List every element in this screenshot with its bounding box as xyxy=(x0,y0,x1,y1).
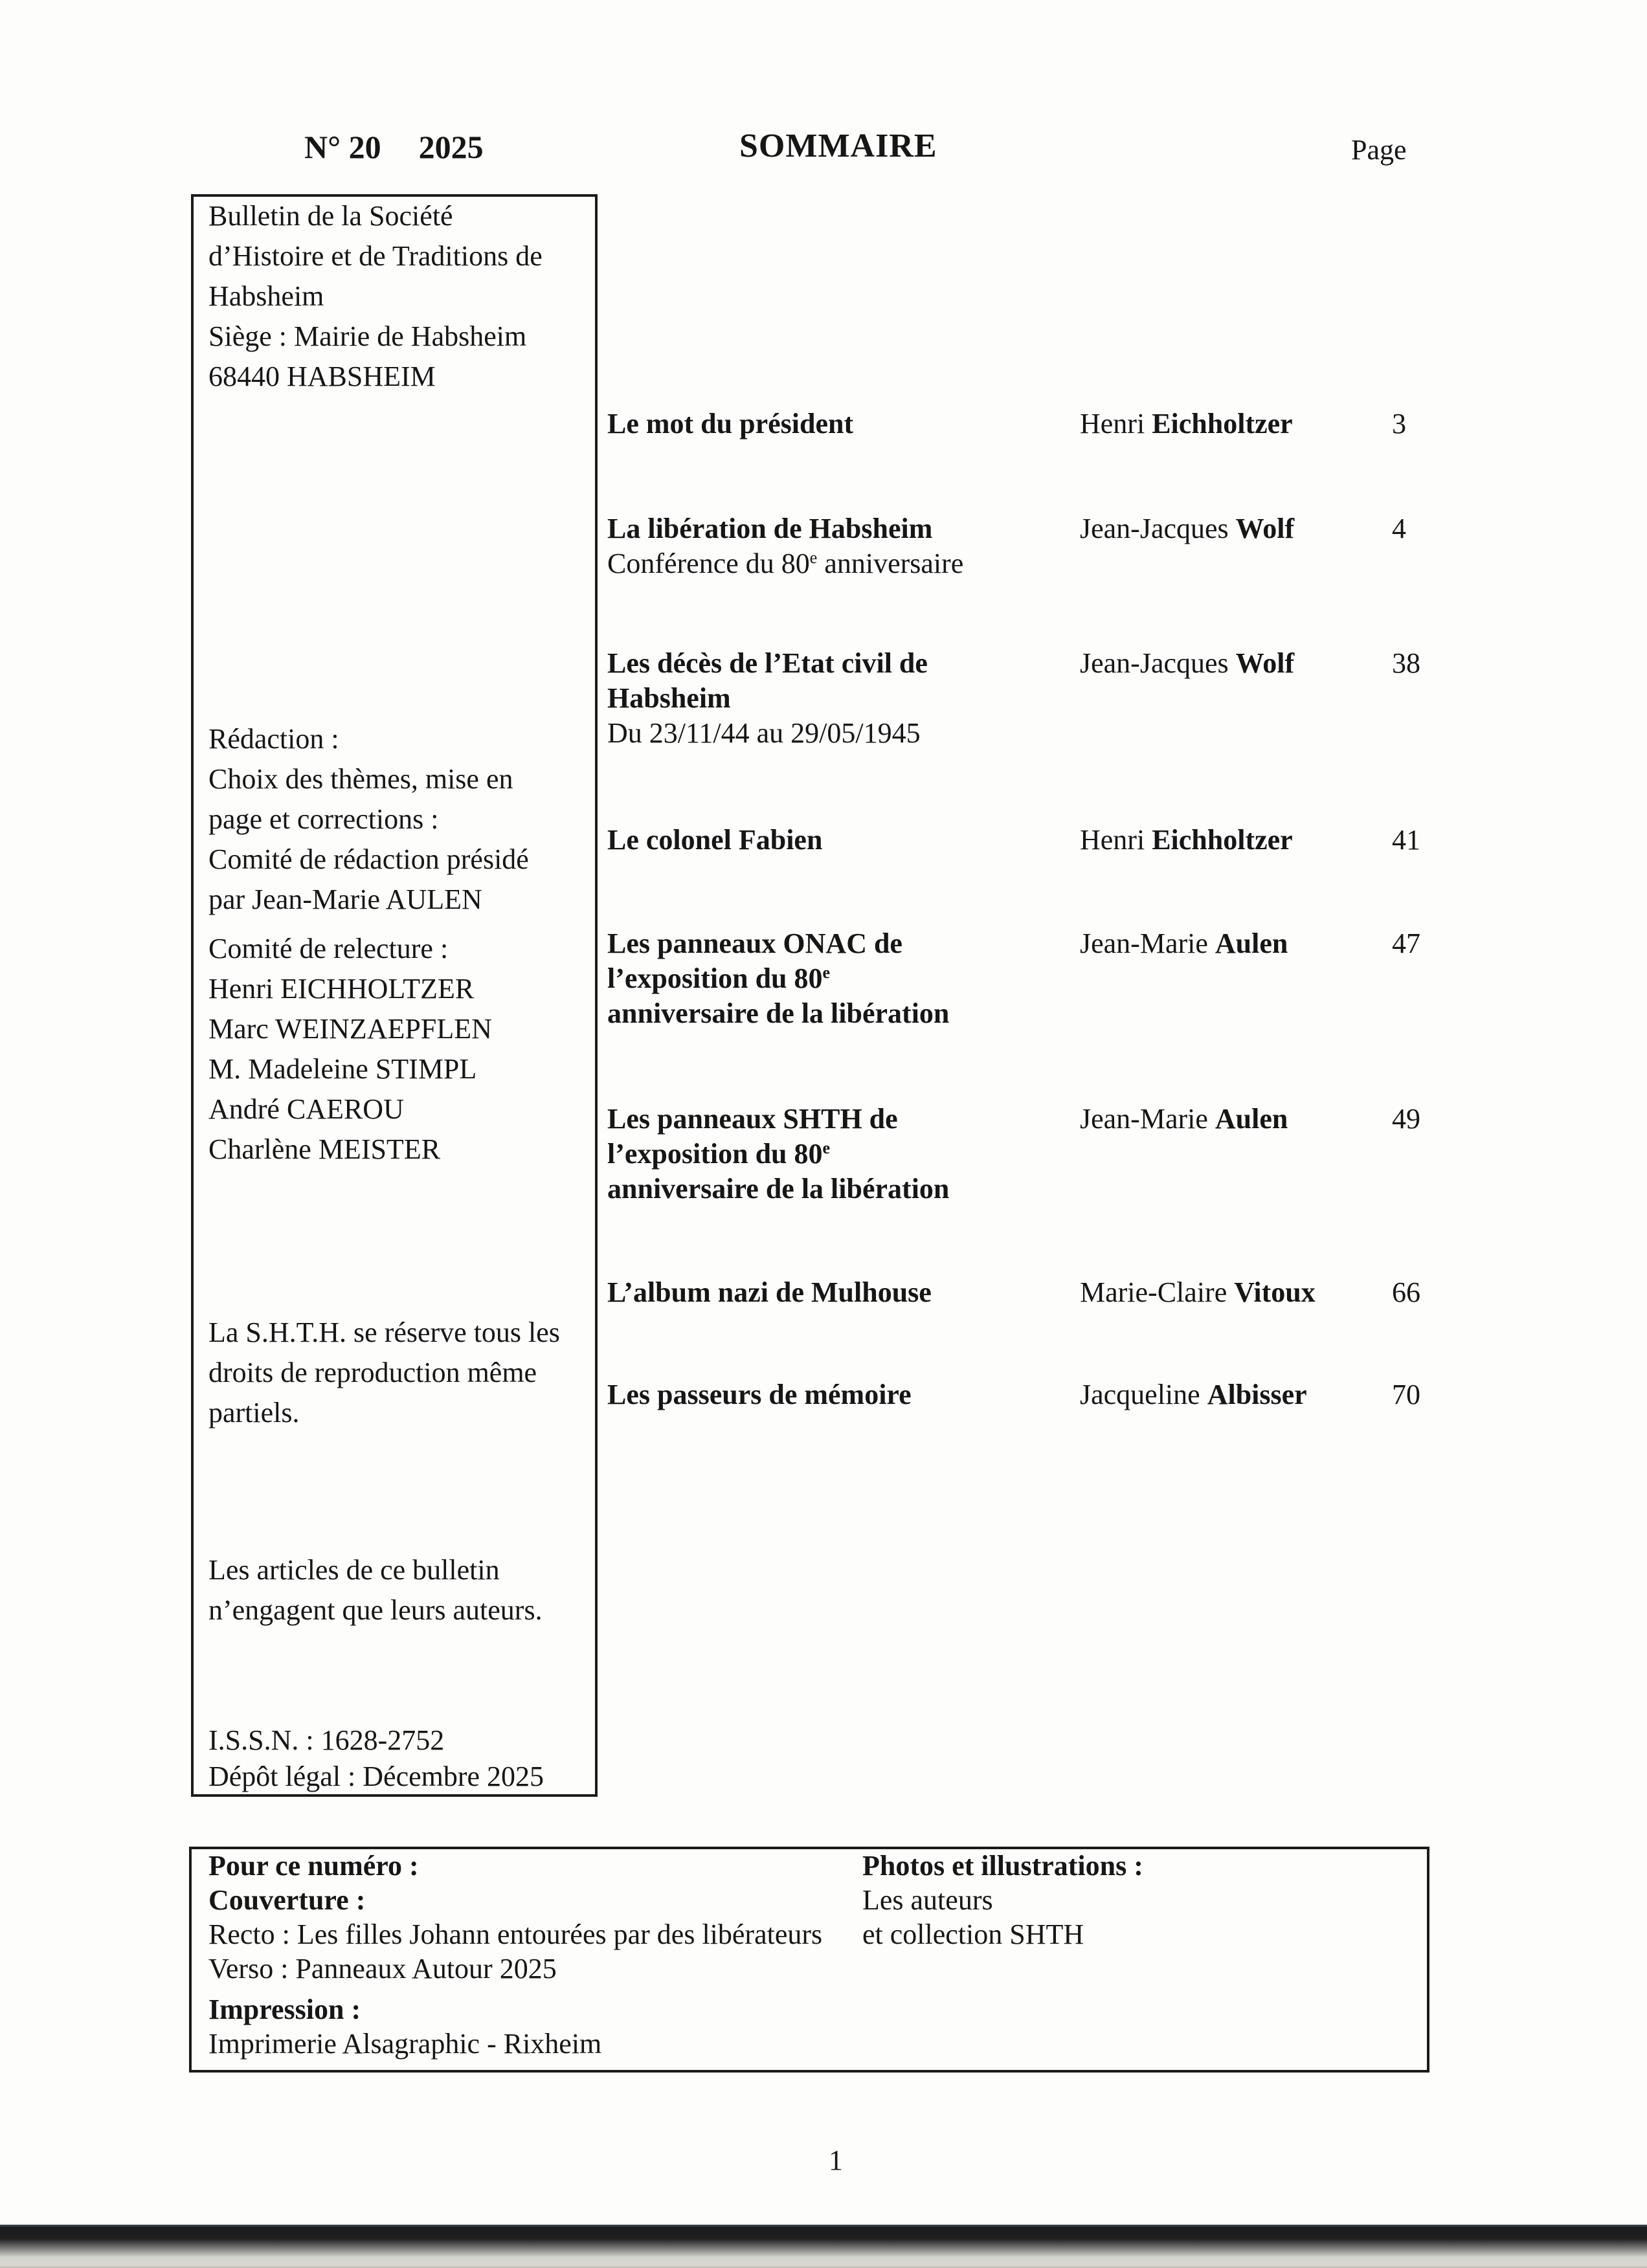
text-line: Photos et illustrations : xyxy=(862,1850,1143,1882)
toc-entry-page-number: 66 xyxy=(1392,1276,1420,1308)
toc-author-surname: Wolf xyxy=(1235,513,1295,544)
toc-title-line: Du 23/11/44 au 29/05/1945 xyxy=(607,717,921,749)
issue-year: 2025 xyxy=(418,129,484,165)
issue-and-year xyxy=(304,128,484,166)
footer-page-number: 1 xyxy=(829,2144,843,2176)
toc-entry-author: Jacqueline Albisser xyxy=(1080,1379,1307,1410)
redaction-block xyxy=(208,719,529,920)
toc-entry-title xyxy=(607,511,963,581)
toc-entry-page-number: 4 xyxy=(1392,513,1406,544)
text-line: Recto : Les filles Johann entourées par des libérateurs xyxy=(208,1918,823,1950)
toc-author-surname: Albisser xyxy=(1207,1379,1307,1410)
toc-entry-title xyxy=(607,1377,912,1412)
text-line: M. Madeleine STIMPL xyxy=(208,1053,477,1085)
text-line: Bulletin de la Société xyxy=(208,200,453,232)
text-line: Les articles de ce bulletin xyxy=(208,1554,500,1586)
reproduction-rights-block xyxy=(208,1313,560,1433)
text-line: Comité de relecture : xyxy=(208,933,449,964)
colophon-cover-block xyxy=(208,1849,822,1986)
text-line: par Jean-Marie AULEN xyxy=(208,884,482,915)
toc-entry-title xyxy=(607,1102,949,1206)
text-line: Habsheim xyxy=(208,280,324,312)
toc-title-line: Les décès de l’Etat civil de xyxy=(607,647,928,679)
toc-title-line: La libération de Habsheim xyxy=(607,513,933,544)
text-line: André CAEROU xyxy=(208,1093,404,1125)
toc-author-surname: Wolf xyxy=(1235,647,1295,679)
toc-entry-title xyxy=(607,406,853,441)
toc-title-line: l’exposition du 80e xyxy=(607,962,831,994)
toc-title-line: Les passeurs de mémoire xyxy=(607,1379,912,1410)
toc-title-line: Les panneaux SHTH de xyxy=(607,1103,898,1135)
toc-entry-page-number: 3 xyxy=(1392,408,1406,439)
toc-title-line: L’album nazi de Mulhouse xyxy=(607,1276,932,1308)
authors-disclaimer-block xyxy=(208,1550,543,1630)
toc-author-surname: Eichholtzer xyxy=(1152,408,1293,439)
toc-author-surname: Aulen xyxy=(1215,928,1288,959)
colophon-impression-block xyxy=(208,1992,601,2061)
toc-title-line: Conférence du 80e anniversaire xyxy=(607,548,964,579)
toc-title-line: Les panneaux ONAC de xyxy=(607,928,902,959)
toc-entry-title xyxy=(607,926,949,1031)
text-line: et collection SHTH xyxy=(862,1918,1084,1950)
text-line: n’engagent que leurs auteurs. xyxy=(208,1594,543,1626)
toc-title-line: l’exposition du 80e xyxy=(607,1138,831,1170)
toc-title-line: anniversaire de la libération xyxy=(607,997,950,1029)
issue-number: N° 20 xyxy=(304,129,381,165)
text-line: Impression : xyxy=(208,1994,361,2025)
society-address-block xyxy=(208,196,543,397)
text-line: Couverture : xyxy=(208,1884,366,1916)
toc-entry-author: Henri Eichholtzer xyxy=(1080,824,1293,856)
text-line: droits de reproduction même xyxy=(208,1357,537,1388)
text-line: Henri EICHHOLTZER xyxy=(208,973,475,1005)
toc-title-line: Le colonel Fabien xyxy=(607,824,823,856)
toc-entry-author: Jean-Marie Aulen xyxy=(1080,928,1288,959)
text-line: page et corrections : xyxy=(208,803,439,835)
toc-entry-title xyxy=(607,823,822,858)
issn-legal-block xyxy=(208,1722,544,1795)
text-line: 68440 HABSHEIM xyxy=(208,361,436,392)
text-line: Dépôt légal : Décembre 2025 xyxy=(208,1761,544,1792)
toc-entry-author: Jean-Marie Aulen xyxy=(1080,1103,1288,1135)
toc-entry-page-number: 47 xyxy=(1392,928,1420,959)
relecture-committee-block xyxy=(208,929,492,1170)
toc-author-surname: Aulen xyxy=(1215,1103,1288,1135)
text-line: I.S.S.N. : 1628-2752 xyxy=(208,1724,445,1756)
text-line: Comité de rédaction présidé xyxy=(208,843,529,875)
toc-title-line: anniversaire de la libération xyxy=(607,1173,950,1205)
toc-entry-page-number: 49 xyxy=(1392,1103,1420,1135)
text-line: Marc WEINZAEPFLEN xyxy=(208,1013,492,1045)
text-line: Pour ce numéro : xyxy=(208,1850,419,1882)
text-line: Imprimerie Alsagraphic - Rixheim xyxy=(208,2028,602,2060)
toc-entry-title xyxy=(607,646,928,751)
toc-title-line: Le mot du président xyxy=(607,408,854,439)
text-line: Verso : Panneaux Autour 2025 xyxy=(208,1953,557,1984)
page-title: SOMMAIRE xyxy=(739,128,937,164)
toc-entry-author: Marie-Claire Vitoux xyxy=(1080,1276,1316,1308)
colophon-photos-block xyxy=(862,1849,1143,1951)
toc-entry-title xyxy=(607,1275,932,1310)
toc-author-surname: Vitoux xyxy=(1234,1276,1316,1308)
toc-entry-author: Henri Eichholtzer xyxy=(1080,408,1293,439)
text-line: La S.H.T.H. se réserve tous les xyxy=(208,1317,560,1348)
page-column-label: Page xyxy=(1351,134,1407,166)
text-line: Charlène MEISTER xyxy=(208,1133,441,1165)
toc-title-line: Habsheim xyxy=(607,682,731,714)
toc-entry-page-number: 41 xyxy=(1392,824,1420,856)
toc-entry-page-number: 38 xyxy=(1392,647,1420,679)
toc-entry-author: Jean-Jacques Wolf xyxy=(1080,647,1295,679)
scan-edge-shadow xyxy=(0,2225,1647,2268)
text-line: Choix des thèmes, mise en xyxy=(208,763,513,795)
text-line: d’Histoire et de Traditions de xyxy=(208,240,543,272)
toc-entry-page-number: 70 xyxy=(1392,1379,1420,1410)
toc-entry-author: Jean-Jacques Wolf xyxy=(1080,513,1295,544)
text-line: Les auteurs xyxy=(862,1884,993,1916)
text-line: partiels. xyxy=(208,1397,300,1429)
text-line: Rédaction : xyxy=(208,723,339,755)
toc-author-surname: Eichholtzer xyxy=(1152,824,1293,856)
text-line: Siège : Mairie de Habsheim xyxy=(208,320,527,352)
